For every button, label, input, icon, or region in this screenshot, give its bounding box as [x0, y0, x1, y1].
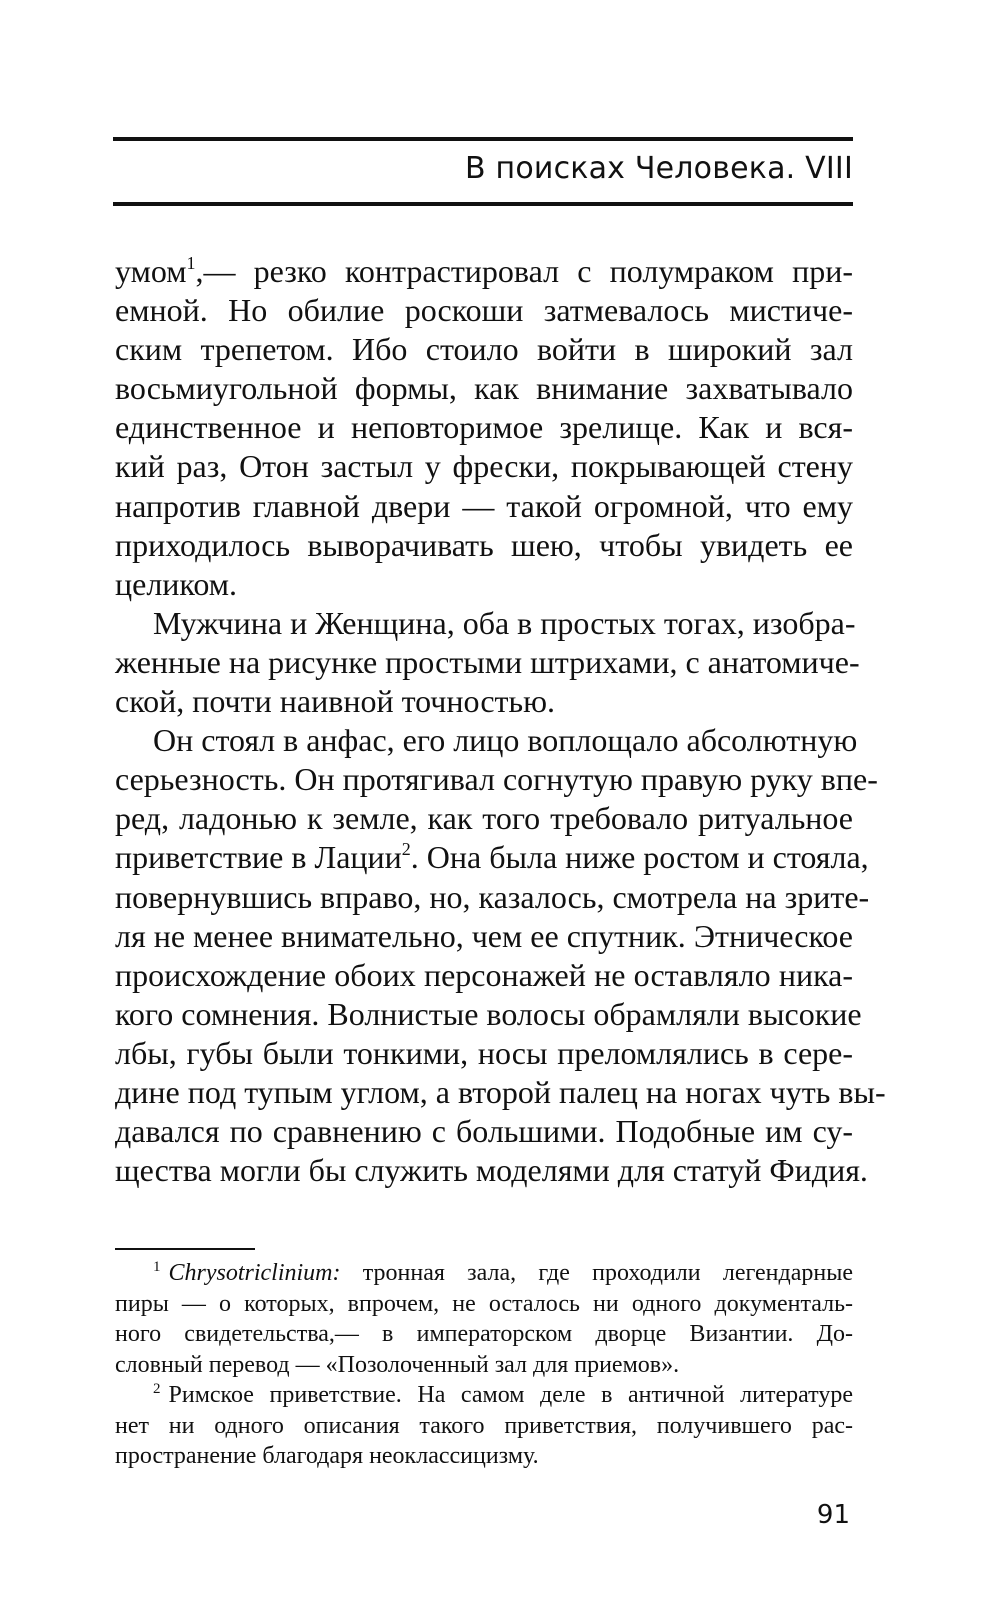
page-number: 91 — [816, 1500, 850, 1530]
footnote-ref-2[interactable]: 2 — [401, 839, 411, 860]
footnote-number: 2 — [153, 1381, 161, 1397]
body-line: Мужчина и Женщина, оба в простых тогах, изобра- — [153, 604, 856, 641]
body-line: повернувшись вправо, но, казалось, смотрела на зрите- — [115, 878, 870, 915]
running-header-title: В поисках Человека. VIII — [464, 151, 853, 186]
body-line: происхождение обоих персонажей не оставляло ника- — [115, 956, 853, 993]
footnote-1-line: словный перевод — «Позолоченный зал для приемов». — [115, 1351, 680, 1378]
body-line: щества могли бы служить моделями для статуй Фидия. — [115, 1152, 868, 1189]
footnote-number: 1 — [153, 1259, 161, 1275]
body-line: приветствие в Лации$^2$. Она была ниже ростом и стояла, — [115, 839, 869, 876]
body-line: восьмиугольной формы, как внимание захватывало — [115, 370, 853, 407]
body-line: ля не менее внимательно, чем ее спутник. Этническое — [115, 917, 853, 954]
header-top-rule — [113, 137, 853, 141]
main-body-text — [115, 252, 886, 1190]
body-line: женные на рисунке простыми штрихами, с анатомиче- — [115, 643, 860, 680]
body-line: дине под тупым углом, а второй палец на ногах чуть вы- — [115, 1073, 886, 1110]
body-line: Он стоял в анфас, его лицо воплощало абсолютную — [153, 722, 858, 759]
footnote-1-line: пиры — о которых, впрочем, не осталось ни одного документаль- — [115, 1290, 853, 1317]
body-line: кого сомнения. Волнистые волосы обрамляли высокие — [115, 995, 862, 1032]
footnote-1-line: $^1$ Chrysotriclinium: тронная зала, где проходили легендарные — [153, 1259, 853, 1286]
body-line: лбы, губы были тонкими, носы преломлялись в сере- — [115, 1034, 853, 1071]
body-line: умом$^1$,— резко контрастировал с полумраком при- — [115, 253, 853, 289]
body-line: ской, почти наивной точностью. — [115, 683, 555, 720]
body-line: емной. Но обилие роскоши затмевалось мистиче- — [115, 292, 853, 329]
body-line: единственное и неповторимое зрелище. Как и вся- — [115, 409, 853, 446]
body-line: давался по сравнению с большими. Подобные им су- — [115, 1113, 853, 1150]
footnote-2-line: $^2$ Римское приветствие. На самом деле в античной литературе — [153, 1381, 853, 1408]
footnote-separator — [115, 1248, 255, 1250]
footnote-2-line: пространение благодаря неоклассицизму. — [115, 1443, 539, 1469]
body-line: приходилось выворачивать шею, чтобы увидеть ее — [115, 526, 853, 563]
body-line: ред, ладонью к земле, как того требовало ритуальное — [115, 800, 853, 837]
footnote-1-line: ного свидетельства,— в императорском дворце Византии. До- — [115, 1321, 853, 1347]
footnote-ref-1[interactable]: 1 — [186, 253, 196, 273]
body-line: напротив главной двери — такой огромной, что ему — [115, 487, 853, 524]
body-line: ским трепетом. Ибо стоило войти в широкий зал — [115, 331, 853, 368]
body-line: целиком. — [115, 565, 237, 602]
footnotes — [115, 1258, 853, 1472]
footnote-2-line: нет ни одного описания такого приветствия, получившего рас- — [115, 1412, 853, 1439]
body-line: кий раз, Отон застыл у фрески, покрывающей стену — [115, 448, 853, 485]
header-bottom-rule — [113, 202, 853, 206]
body-line: серьезность. Он протягивал согнутую правую руку впе- — [115, 761, 878, 798]
